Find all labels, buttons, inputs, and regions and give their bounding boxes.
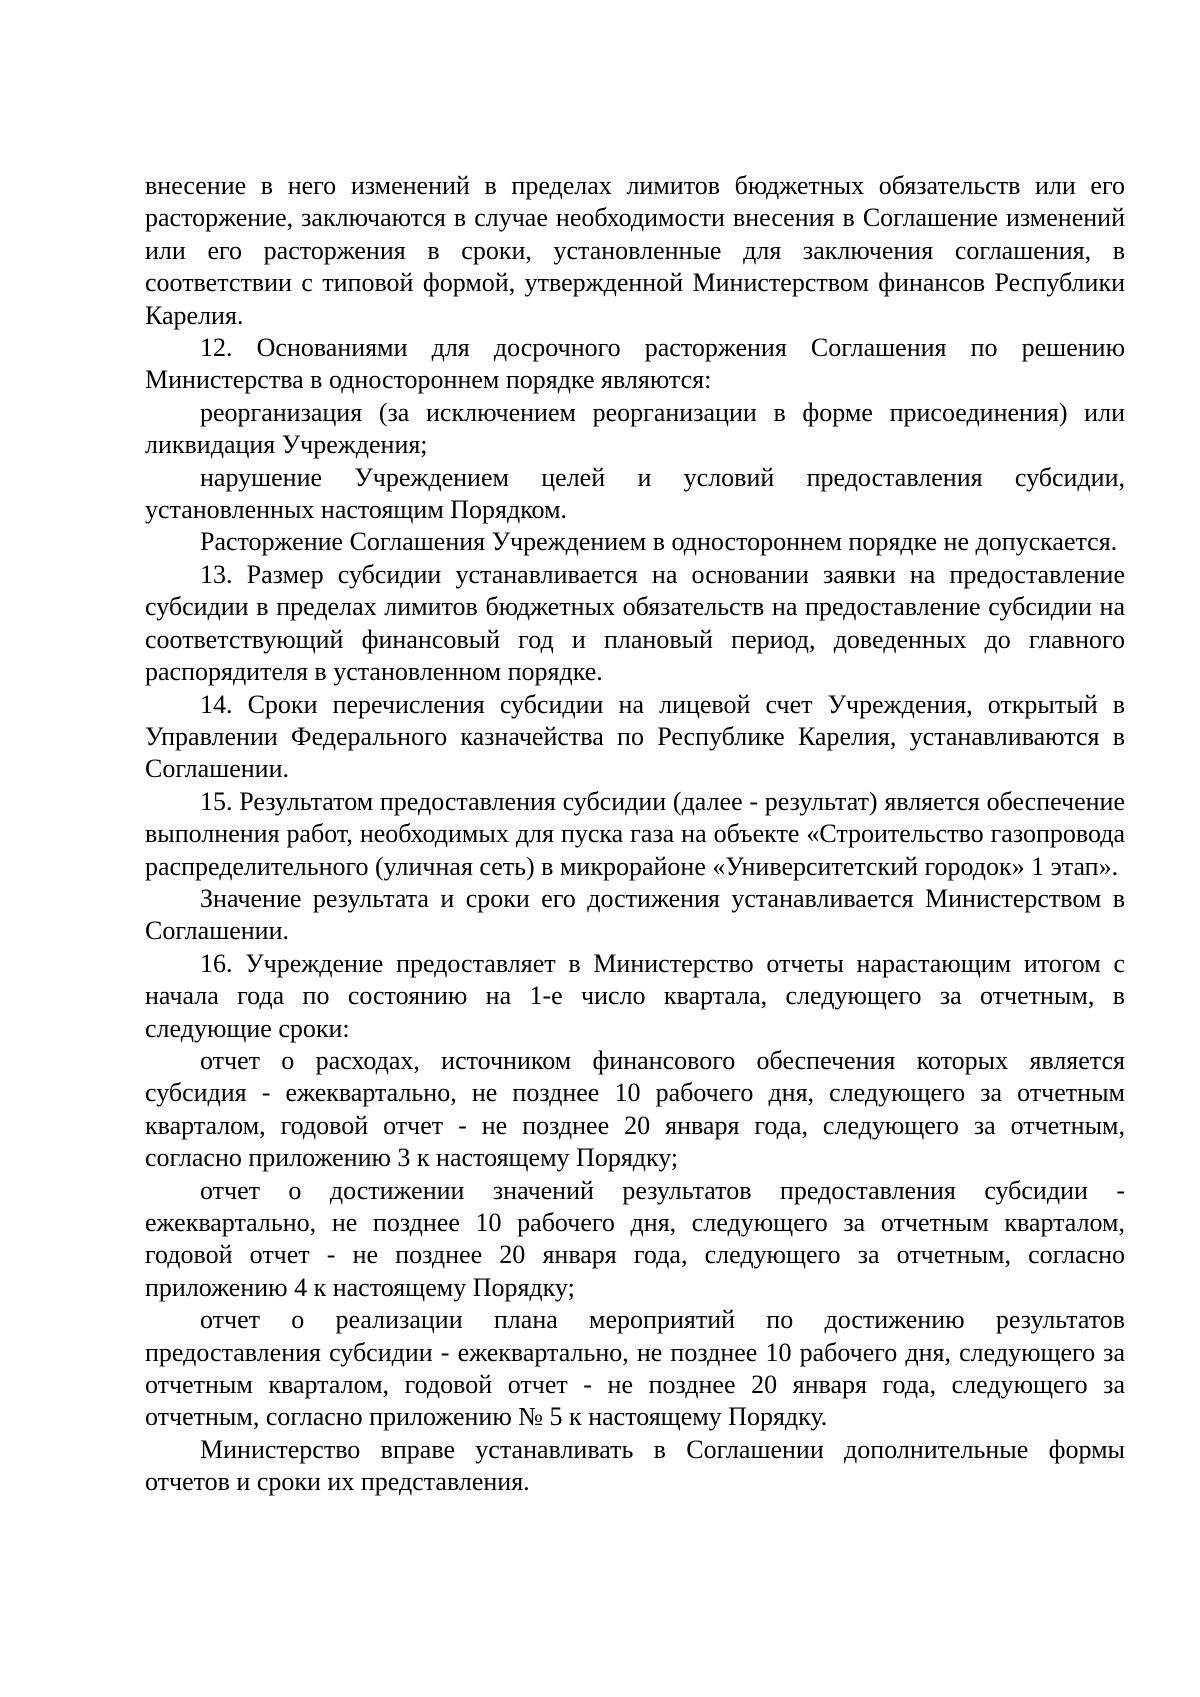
paragraph-13: 13. Размер субсидии устанавливается на основании заявки на предоставление субсидии в пределах лимитов бюджетных обязательств на предоставление субсидии на соответствующий финансовый год и плановый период, доведенных до главного распорядителя в установленном порядке. [145,559,1125,687]
paragraph-16-expense-report: отчет о расходах, источником финансового обеспечения которых является субсидия - ежеквартально, не позднее 10 рабочего дня, следующего за отчетным кварталом, годовой отчет - не позднее 20 января года, следующего за отчетным, согласно приложению 3 к настоящему Порядку; [145,1045,1125,1173]
paragraph-12-violation: нарушение Учреждением целей и условий предоставления субсидии, установленных настоящим Порядком. [145,462,1125,525]
paragraph-14: 14. Сроки перечисления субсидии на лицевой счет Учреждения, открытый в Управлении Федерального казначейства по Республике Карелия, устанавливаются в Соглашении. [145,689,1125,784]
paragraph-16-plan-report: отчет о реализации плана мероприятий по достижению результатов предоставления субсидии - ежеквартально, не позднее 10 рабочего дня, следующего за отчетным кварталом, годовой отчет - не позднее 20 января года, следующего за отчетным, согласно приложению № 5 к настоящему Порядку. [145,1305,1125,1432]
paragraph-15-result-value: Значение результата и сроки его достижения устанавливается Министерством в Соглашении. [145,883,1125,946]
paragraph-12-reorganization: реорганизация (за исключением реорганизации в форме присоединения) или ликвидация Учреждения; [145,397,1125,460]
paragraph-16-results-report: отчет о достижении значений результатов предоставления субсидии - ежеквартально, не позднее 10 рабочего дня, следующего за отчетным кварталом, годовой отчет - не позднее 20 января года, следующего за отчетным, согласно приложению 4 к настоящему Порядку; [145,1175,1125,1302]
paragraph-16-additional-forms: Министерство вправе устанавливать в Соглашении дополнительные формы отчетов и сроки их представления. [145,1434,1125,1497]
paragraph-15: 15. Результатом предоставления субсидии (далее - результат) является обеспечение выполнения работ, необходимых для пуска газа на объекте «Строительство газопровода распределительного (уличная сеть) в микрорайоне «Университетский городок» 1 этап». [145,786,1125,881]
paragraph-16: 16. Учреждение предоставляет в Министерство отчеты нарастающим итогом с начала года по состоянию на 1-е число квартала, следующего за отчетным, в следующие сроки: [145,948,1125,1043]
paragraph-continuation: внесение в него изменений в пределах лимитов бюджетных обязательств или его расторжение, заключаются в случае необходимости внесения в Соглашение изменений или его расторжения в сроки, установленные для заключения соглашения, в соответствии с типовой формой, утвержденной Министерством финансов Республики Карелия. [145,171,1125,330]
paragraph-12: 12. Основаниями для досрочного расторжения Соглашения по решению Министерства в одностороннем порядке являются: [145,333,1125,395]
document-page [145,170,1125,1499]
paragraph-12-termination: Расторжение Соглашения Учреждением в одностороннем порядке не допускается. [200,527,1118,557]
